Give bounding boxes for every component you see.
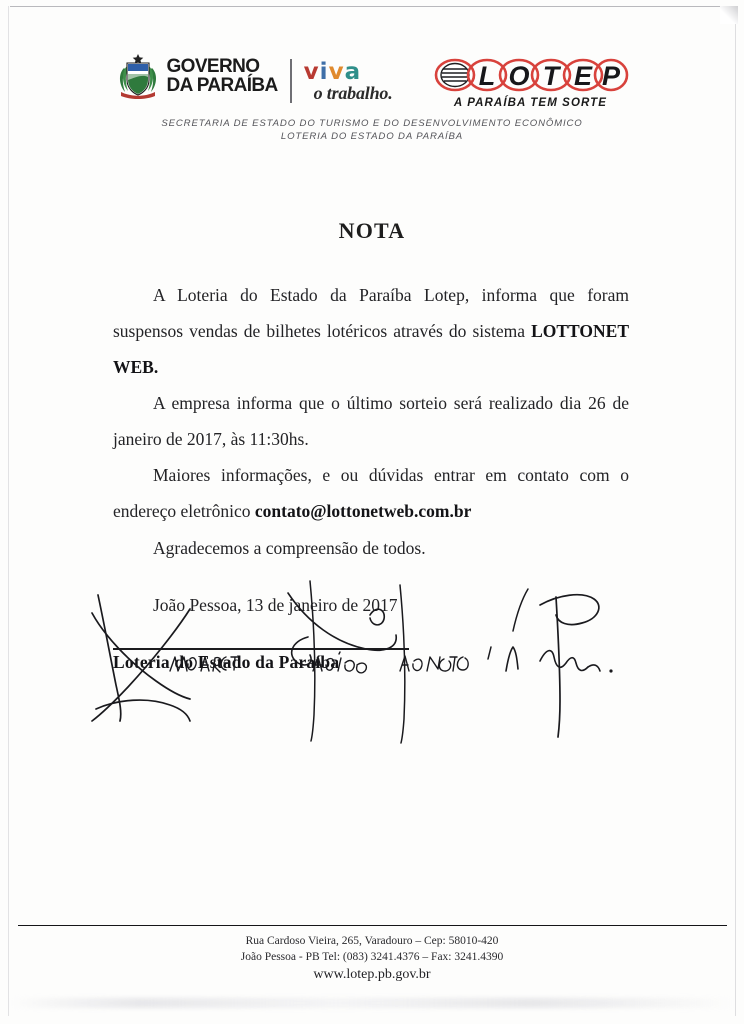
contact-email: contato@lottonetweb.com.br bbox=[254, 501, 472, 521]
government-logo bbox=[116, 52, 278, 100]
paragraph-1 bbox=[113, 277, 629, 385]
footer-website: www.lotep.pb.gov.br bbox=[313, 967, 431, 982]
viva-o-trabalho-logo bbox=[303, 58, 393, 103]
scan-edge-top bbox=[10, 6, 736, 7]
footer-divider bbox=[18, 925, 727, 926]
secretaria-subtitle bbox=[0, 118, 744, 143]
footer-contact: João Pessoa - PB Tel: (083) 3241.4376 – Fax: 3241.4390 bbox=[240, 950, 504, 963]
svg-text:L: L bbox=[478, 61, 495, 91]
svg-text:O: O bbox=[507, 61, 530, 91]
viva-letter-v2: v bbox=[328, 58, 345, 85]
paragraph-3 bbox=[113, 457, 629, 529]
lotep-rings-icon bbox=[433, 54, 629, 96]
logo-divider bbox=[290, 59, 292, 103]
viva-letter-v1: v bbox=[303, 58, 320, 85]
document-body bbox=[113, 277, 629, 529]
footer-address: Rua Cardoso Vieira, 265, Varadouro – Cep: 58010-420 bbox=[245, 935, 499, 947]
paragraph-3-text: Maiores informações, e ou dúvidas entrar em contato com o endereço eletrônico bbox=[113, 465, 629, 521]
logo-row bbox=[0, 52, 744, 109]
svg-text:T: T bbox=[542, 61, 559, 91]
svg-text:P: P bbox=[601, 61, 620, 91]
lotep-slogan: A PARAÍBA TEM SORTE bbox=[453, 97, 608, 109]
paragraph-1-text: A Loteria do Estado da Paraíba Lotep, informa que foram suspensos vendas de bilhetes lotéricos através do sistema bbox=[113, 285, 629, 341]
signature-line bbox=[113, 648, 409, 650]
lotep-logo bbox=[433, 54, 629, 109]
scan-bottom-smudge bbox=[10, 998, 734, 1008]
paraiba-coat-of-arms-icon bbox=[116, 52, 160, 100]
scan-edge-left bbox=[8, 6, 9, 1016]
viva-tagline: o trabalho. bbox=[313, 82, 393, 103]
secretaria-line-2: LOTERIA DO ESTADO DA PARAÍBA bbox=[280, 130, 464, 142]
government-line-1: GOVERNO bbox=[166, 55, 260, 77]
system-name-lottonet-web: LOTTONET WEB. bbox=[113, 321, 629, 377]
signature-organization: Loteria do Estado da Paraíba bbox=[113, 651, 340, 672]
paragraph-2: A empresa informa que o último sorteio será realizado dia 26 de janeiro de 2017, às 11:30hs. bbox=[113, 393, 629, 449]
svg-text:E: E bbox=[573, 61, 592, 91]
government-line-2: DA PARAÍBA bbox=[166, 75, 278, 96]
page-title: NOTA bbox=[338, 218, 406, 243]
scan-corner-fold bbox=[720, 6, 738, 24]
document-footer bbox=[0, 934, 744, 984]
viva-letter-a: a bbox=[344, 58, 362, 85]
lotep-wordmark bbox=[433, 54, 629, 96]
scan-edge-right bbox=[735, 6, 736, 1016]
viva-wordmark bbox=[303, 58, 393, 85]
closing-thanks: Agradecemos a compreensão de todos. bbox=[153, 538, 426, 558]
place-and-date: João Pessoa, 13 de janeiro de 2017 bbox=[153, 595, 398, 615]
secretaria-line-1: SECRETARIA DE ESTADO DO TURISMO E DO DESENVOLVIMENTO ECONÔMICO bbox=[161, 118, 583, 129]
viva-letter-i: i bbox=[319, 58, 329, 85]
document-header bbox=[0, 52, 744, 143]
signature-block bbox=[113, 648, 513, 673]
government-wordmark bbox=[167, 57, 278, 96]
